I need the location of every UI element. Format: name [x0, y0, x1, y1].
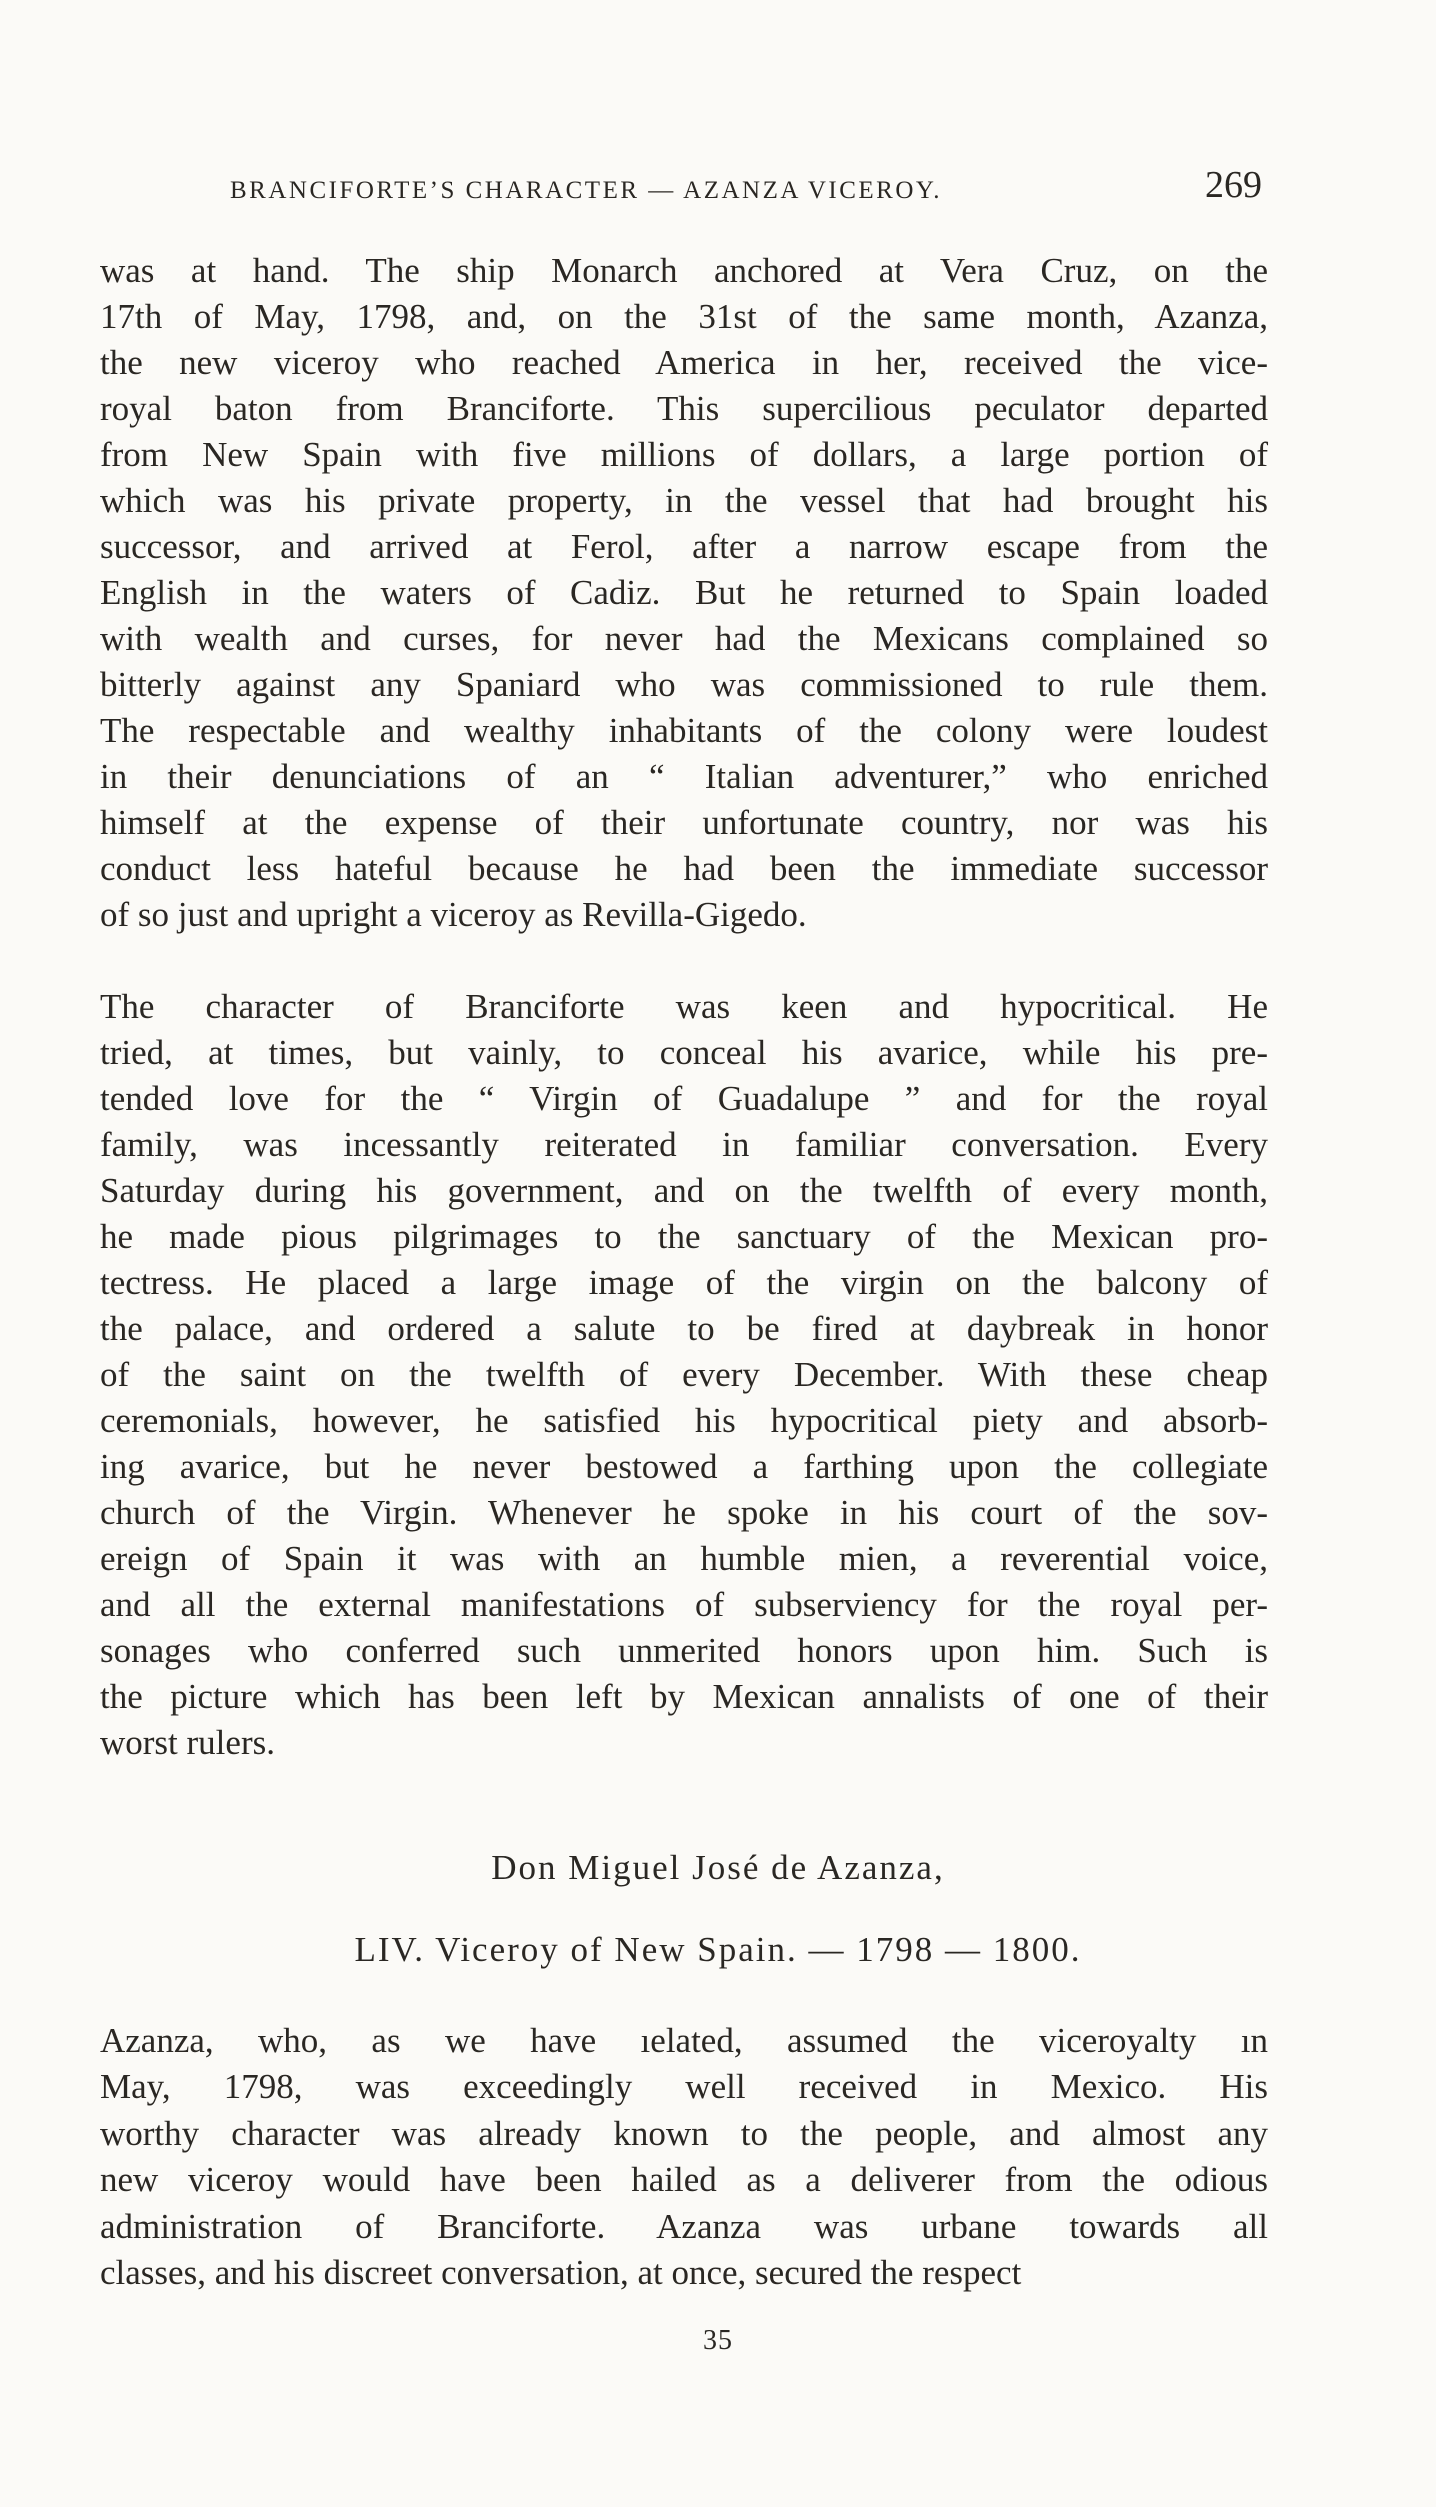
- text-line: the palace, and ordered a salute to be fired at daybreak in honor: [100, 1309, 1268, 1348]
- text-line: conduct less hateful because he had been the immediate successor: [100, 849, 1268, 888]
- paragraph-3: [100, 2018, 1268, 2296]
- text-line: of the saint on the twelfth of every December. With these cheap: [100, 1355, 1268, 1394]
- text-line: he made pious pilgrimages to the sanctuary of the Mexican pro-: [100, 1217, 1268, 1256]
- text-line: church of the Virgin. Whenever he spoke in his court of the sov-: [100, 1493, 1268, 1532]
- text-line: family, was incessantly reiterated in familiar conversation. Every: [100, 1125, 1268, 1164]
- text-line: with wealth and curses, for never had the Mexicans complained so: [100, 619, 1268, 658]
- text-line: ing avarice, but he never bestowed a farthing upon the collegiate: [100, 1447, 1268, 1486]
- paragraph-1: [100, 248, 1268, 938]
- text-line: worst rulers.: [100, 1723, 275, 1762]
- text-line: tried, at times, but vainly, to conceal his avarice, while his pre-: [100, 1033, 1268, 1072]
- text-line: classes, and his discreet conversation, at once, secured the respect: [100, 2252, 1022, 2292]
- text-line: the picture which has been left by Mexican annalists of one of their: [100, 1677, 1268, 1716]
- text-line: tended love for the “ Virgin of Guadalupe ” and for the royal: [100, 1079, 1268, 1118]
- text-line: himself at the expense of their unfortunate country, nor was his: [100, 803, 1268, 842]
- text-line: Azanza, who, as we have ıelated, assumed the viceroyalty ın: [100, 2021, 1268, 2060]
- text-line: The respectable and wealthy inhabitants of the colony were loudest: [100, 711, 1268, 750]
- text-line: new viceroy would have been hailed as a deliverer from the odious: [100, 2160, 1268, 2200]
- text-line: May, 1798, was exceedingly well received in Mexico. His: [100, 2067, 1268, 2107]
- text-line: worthy character was already known to the people, and almost any: [100, 2113, 1268, 2153]
- text-line: Saturday during his government, and on the twelfth of every month,: [100, 1171, 1268, 1210]
- running-title: BRANCIFORTE’S CHARACTER — AZANZA VICEROY.: [230, 177, 942, 204]
- text-line: tectress. He placed a large image of the virgin on the balcony of: [100, 1263, 1268, 1302]
- paragraph-2: [100, 984, 1268, 1766]
- text-line: 17th of May, 1798, and, on the 31st of the same month, Azanza,: [100, 297, 1268, 336]
- section-heading-subtitle: LIV. Viceroy of New Spain. — 1798 — 1800.: [354, 1930, 1082, 1969]
- running-head: [230, 163, 1262, 211]
- text-line: sonages who conferred such unmerited honors upon him. Such is: [100, 1631, 1268, 1670]
- text-line: royal baton from Branciforte. This supercilious peculator departed: [100, 389, 1268, 428]
- text-line: was at hand. The ship Monarch anchored at Vera Cruz, on the: [100, 251, 1268, 290]
- text-line: administration of Branciforte. Azanza was urbane towards all: [100, 2206, 1268, 2246]
- signature-mark: 35: [703, 2325, 733, 2356]
- text-line: ereign of Spain it was with an humble mien, a reverential voice,: [100, 1539, 1268, 1578]
- text-line: The character of Branciforte was keen and hypocritical. He: [100, 987, 1268, 1026]
- text-line: which was his private property, in the vessel that had brought his: [100, 481, 1268, 520]
- text-line: and all the external manifestations of subserviency for the royal per-: [100, 1585, 1268, 1624]
- section-heading-name: Don Miguel José de Azanza,: [491, 1848, 945, 1887]
- text-line: in their denunciations of an “ Italian adventurer,” who enriched: [100, 757, 1268, 796]
- text-line: ceremonials, however, he satisfied his hypocritical piety and absorb-: [100, 1401, 1268, 1440]
- page-number: 269: [1205, 164, 1262, 206]
- text-line: from New Spain with five millions of dollars, a large portion of: [100, 435, 1268, 474]
- text-line: the new viceroy who reached America in her, received the vice-: [100, 343, 1268, 382]
- text-line: of so just and upright a viceroy as Revilla-Gigedo.: [100, 895, 807, 934]
- text-line: bitterly against any Spaniard who was commissioned to rule them.: [100, 665, 1268, 704]
- text-line: successor, and arrived at Ferol, after a narrow escape from the: [100, 527, 1268, 566]
- text-line: English in the waters of Cadiz. But he returned to Spain loaded: [100, 573, 1268, 612]
